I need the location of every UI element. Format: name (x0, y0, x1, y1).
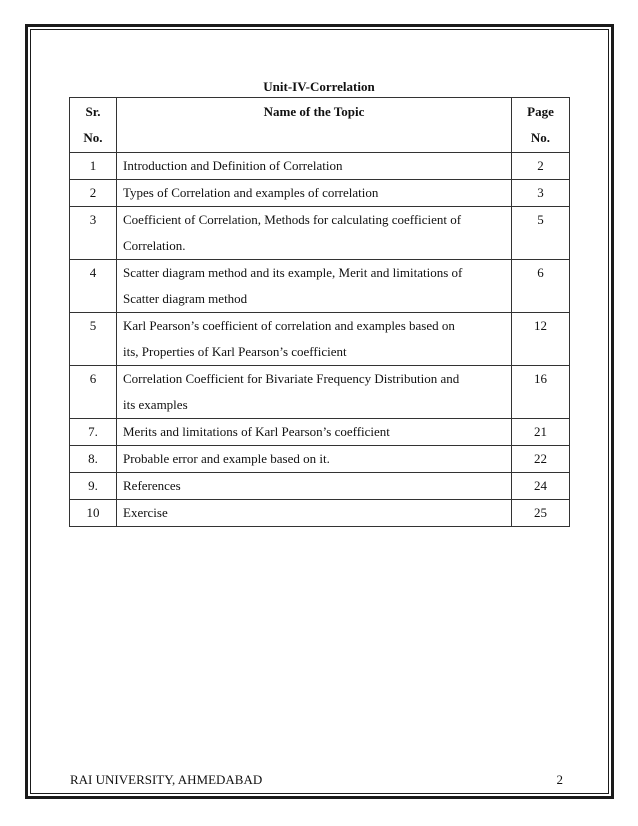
table-body (70, 153, 570, 527)
row-topic (117, 473, 512, 500)
table-row (70, 207, 570, 260)
row-sr-no: 1 (70, 153, 117, 180)
header-page-line1: Page (527, 104, 554, 119)
row-sr-no: 6 (70, 366, 117, 419)
row-page-no: 25 (512, 500, 570, 527)
header-sr-line1: Sr. (85, 104, 101, 119)
row-topic-line: Scatter diagram method (123, 291, 248, 306)
table-row (70, 446, 570, 473)
table-row (70, 366, 570, 419)
header-page-no (512, 98, 570, 153)
row-sr-no: 2 (70, 180, 117, 207)
row-topic (117, 180, 512, 207)
table-row (70, 313, 570, 366)
row-page-no: 6 (512, 260, 570, 313)
row-topic-line: Correlation Coefficient for Bivariate Frequency Distribution and (123, 371, 460, 386)
header-sr-no (70, 98, 117, 153)
table-row (70, 500, 570, 527)
table-row (70, 419, 570, 446)
row-topic-line: Merits and limitations of Karl Pearson’s coefficient (123, 424, 390, 439)
row-topic (117, 446, 512, 473)
row-page-no: 16 (512, 366, 570, 419)
header-sr-line2: No. (83, 130, 103, 145)
row-topic-line: Introduction and Definition of Correlation (123, 158, 343, 173)
table-header-row (70, 98, 570, 153)
row-topic (117, 207, 512, 260)
table-row (70, 260, 570, 313)
row-topic (117, 366, 512, 419)
row-topic-line: Types of Correlation and examples of correlation (123, 185, 379, 200)
row-topic (117, 153, 512, 180)
row-sr-no: 8. (70, 446, 117, 473)
row-topic-line: Scatter diagram method and its example, Merit and limitations of (123, 265, 463, 280)
row-page-no: 12 (512, 313, 570, 366)
footer-institution: RAI UNIVERSITY, AHMEDABAD (70, 772, 263, 787)
row-topic-line: Probable error and example based on it. (123, 451, 330, 466)
row-page-no: 3 (512, 180, 570, 207)
table-of-contents (69, 97, 570, 527)
table-row (70, 473, 570, 500)
row-topic-line: its examples (123, 397, 188, 412)
row-page-no: 5 (512, 207, 570, 260)
row-sr-no: 4 (70, 260, 117, 313)
row-sr-no: 9. (70, 473, 117, 500)
row-page-no: 24 (512, 473, 570, 500)
row-topic-line: Correlation. (123, 238, 186, 253)
row-sr-no: 5 (70, 313, 117, 366)
header-topic-name: Name of the Topic (117, 98, 512, 153)
row-topic (117, 500, 512, 527)
row-page-no: 21 (512, 419, 570, 446)
row-topic (117, 419, 512, 446)
row-topic-line: References (123, 478, 181, 493)
row-topic-line: Coefficient of Correlation, Methods for calculating coefficient of (123, 212, 462, 227)
row-page-no: 22 (512, 446, 570, 473)
row-topic-line: its, Properties of Karl Pearson’s coefficient (123, 344, 347, 359)
document-title: Unit-IV-Correlation (263, 79, 375, 94)
row-topic-line: Karl Pearson’s coefficient of correlation and examples based on (123, 318, 455, 333)
row-topic (117, 260, 512, 313)
row-page-no: 2 (512, 153, 570, 180)
table-row (70, 180, 570, 207)
footer-page-number: 2 (556, 772, 563, 787)
row-sr-no: 3 (70, 207, 117, 260)
table-row (70, 153, 570, 180)
row-topic-line: Exercise (123, 505, 168, 520)
header-page-line2: No. (530, 130, 551, 145)
row-topic (117, 313, 512, 366)
row-sr-no: 10 (70, 500, 117, 527)
row-sr-no: 7. (70, 419, 117, 446)
